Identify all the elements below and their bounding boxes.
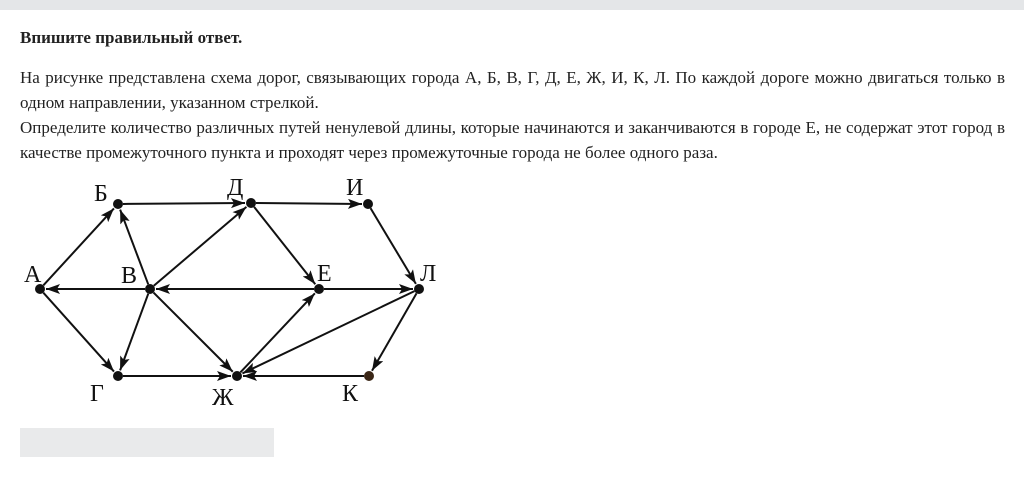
top-bar [0,0,1024,10]
road-l-to-k [372,293,417,370]
road-i-to-l [371,208,416,284]
city-label-d: Д [227,175,244,201]
city-label-a: А [24,262,42,288]
city-node-b [113,199,123,209]
road-a-to-g [43,293,114,372]
task-paragraph-2: Определите количество различных путей ненулевой длины, которые начинаются и заканчиваются в городе Е, не содержат этот город в качестве промежуточного пункта и проходят через промежуточные города не более одного раза. [20,118,1005,162]
city-node-g [113,371,123,381]
city-label-e: Е [317,261,332,287]
city-label-k: К [342,381,359,407]
road-zh-to-e [240,293,314,372]
road-d-to-e [254,207,315,284]
task-instruction: Впишите правильный ответ. [20,28,243,47]
road-v-to-g [120,294,148,371]
city-label-b: Б [94,181,108,207]
city-node-d [246,198,256,208]
city-label-i: И [346,175,364,201]
road-b-to-d [123,203,245,204]
city-label-zh: Ж [212,385,234,411]
city-label-g: Г [90,381,104,407]
city-label-v: В [121,263,138,289]
city-label-l: Л [420,261,437,287]
road-graph [0,168,460,418]
city-node-v [145,284,155,294]
answer-input[interactable] [20,428,274,457]
road-l-to-zh [242,291,414,373]
city-node-k [364,371,374,381]
road-a-to-b [43,208,114,285]
city-node-i [363,199,373,209]
road-d-to-i [256,203,362,204]
city-node-zh [232,371,242,381]
road-v-to-zh [154,293,233,372]
task-paragraph-1: На рисунке представлена схема дорог, связывающих города А, Б, В, Г, Д, Е, Ж, И, К, Л. По каждой дороге можно двигаться только в одном направлении, указанном стрелкой. [20,68,1005,112]
task-text [20,65,1005,165]
road-v-to-d [154,207,247,286]
